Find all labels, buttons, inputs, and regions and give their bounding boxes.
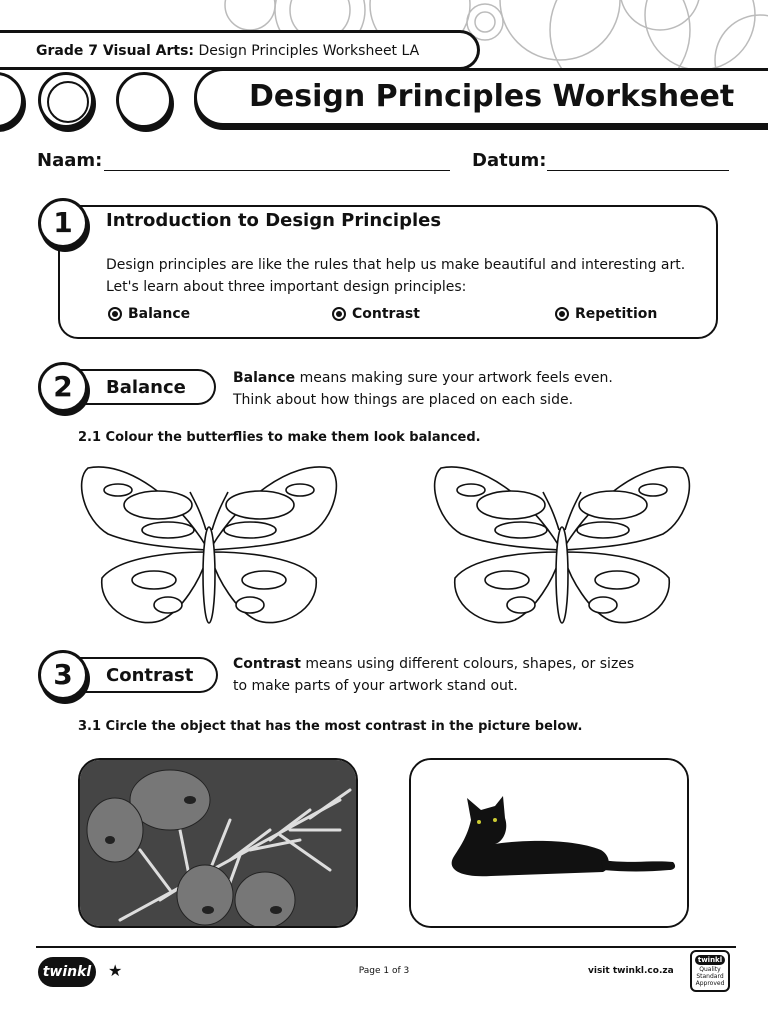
section2-label: Balance	[58, 369, 216, 405]
bullet-label: Repetition	[575, 306, 658, 322]
cat-image	[411, 760, 689, 928]
radio-bullet-icon	[555, 307, 569, 321]
bullet-contrast	[332, 306, 420, 322]
bullet-label: Balance	[128, 306, 191, 322]
star-icon[interactable]: ★	[108, 961, 123, 980]
section-number-2: 2	[38, 362, 88, 412]
radio-bullet-icon	[332, 307, 346, 321]
badge-logo: twinkl	[695, 955, 725, 965]
task-3-1: 3.1 Circle the object that has the most contrast in the picture below.	[78, 719, 583, 734]
berries-image	[80, 760, 358, 928]
desc-line: means making sure your artwork feels even.	[295, 370, 613, 386]
decorative-circle	[38, 72, 94, 128]
section3-description	[233, 653, 634, 697]
date-label: Datum:	[472, 150, 547, 171]
section3-label: Contrast	[58, 657, 218, 693]
radio-bullet-icon	[108, 307, 122, 321]
bullet-label: Contrast	[352, 306, 420, 322]
date-field-line[interactable]	[547, 170, 729, 171]
butterfly-outline[interactable]	[78, 460, 340, 632]
quality-badge	[690, 950, 730, 992]
bullet-repetition	[555, 306, 657, 322]
badge-text: Quality Standard Approved	[695, 966, 725, 987]
section-number-3: 3	[38, 650, 88, 700]
term-contrast: Contrast	[233, 656, 301, 672]
desc-line: means using different colours, shapes, or sizes	[300, 656, 635, 672]
section1-text: Design principles are like the rules that help us make beautiful and interesting art. Let's learn about three important design principles:	[106, 257, 686, 295]
task-2-1: 2.1 Colour the butterflies to make them look balanced.	[78, 430, 481, 445]
worksheet-ref: Design Principles Worksheet LA	[198, 43, 420, 59]
site-link[interactable]: visit twinkl.co.za	[588, 966, 674, 976]
footer-divider	[36, 946, 736, 948]
term-balance: Balance	[233, 370, 296, 386]
bullet-balance	[108, 306, 190, 322]
header-tab	[0, 30, 480, 70]
twinkl-logo[interactable]: twinkl	[38, 957, 96, 987]
page-title: Design Principles Worksheet	[194, 68, 768, 126]
page-number: Page 1 of 3	[358, 966, 410, 976]
course-label: Grade 7 Visual Arts:	[36, 43, 195, 59]
name-label: Naam:	[37, 150, 103, 171]
berries-photo[interactable]	[78, 758, 358, 928]
section-number-1: 1	[38, 198, 88, 248]
decorative-circle	[116, 72, 172, 128]
name-field-line[interactable]	[104, 170, 450, 171]
butterfly-outline[interactable]	[431, 460, 693, 632]
desc-line: to make parts of your artwork stand out.	[233, 678, 518, 694]
cat-photo[interactable]	[409, 758, 689, 928]
desc-line: Think about how things are placed on each side.	[233, 392, 574, 408]
section2-description	[233, 367, 613, 411]
section1-title: Introduction to Design Principles	[106, 210, 442, 231]
